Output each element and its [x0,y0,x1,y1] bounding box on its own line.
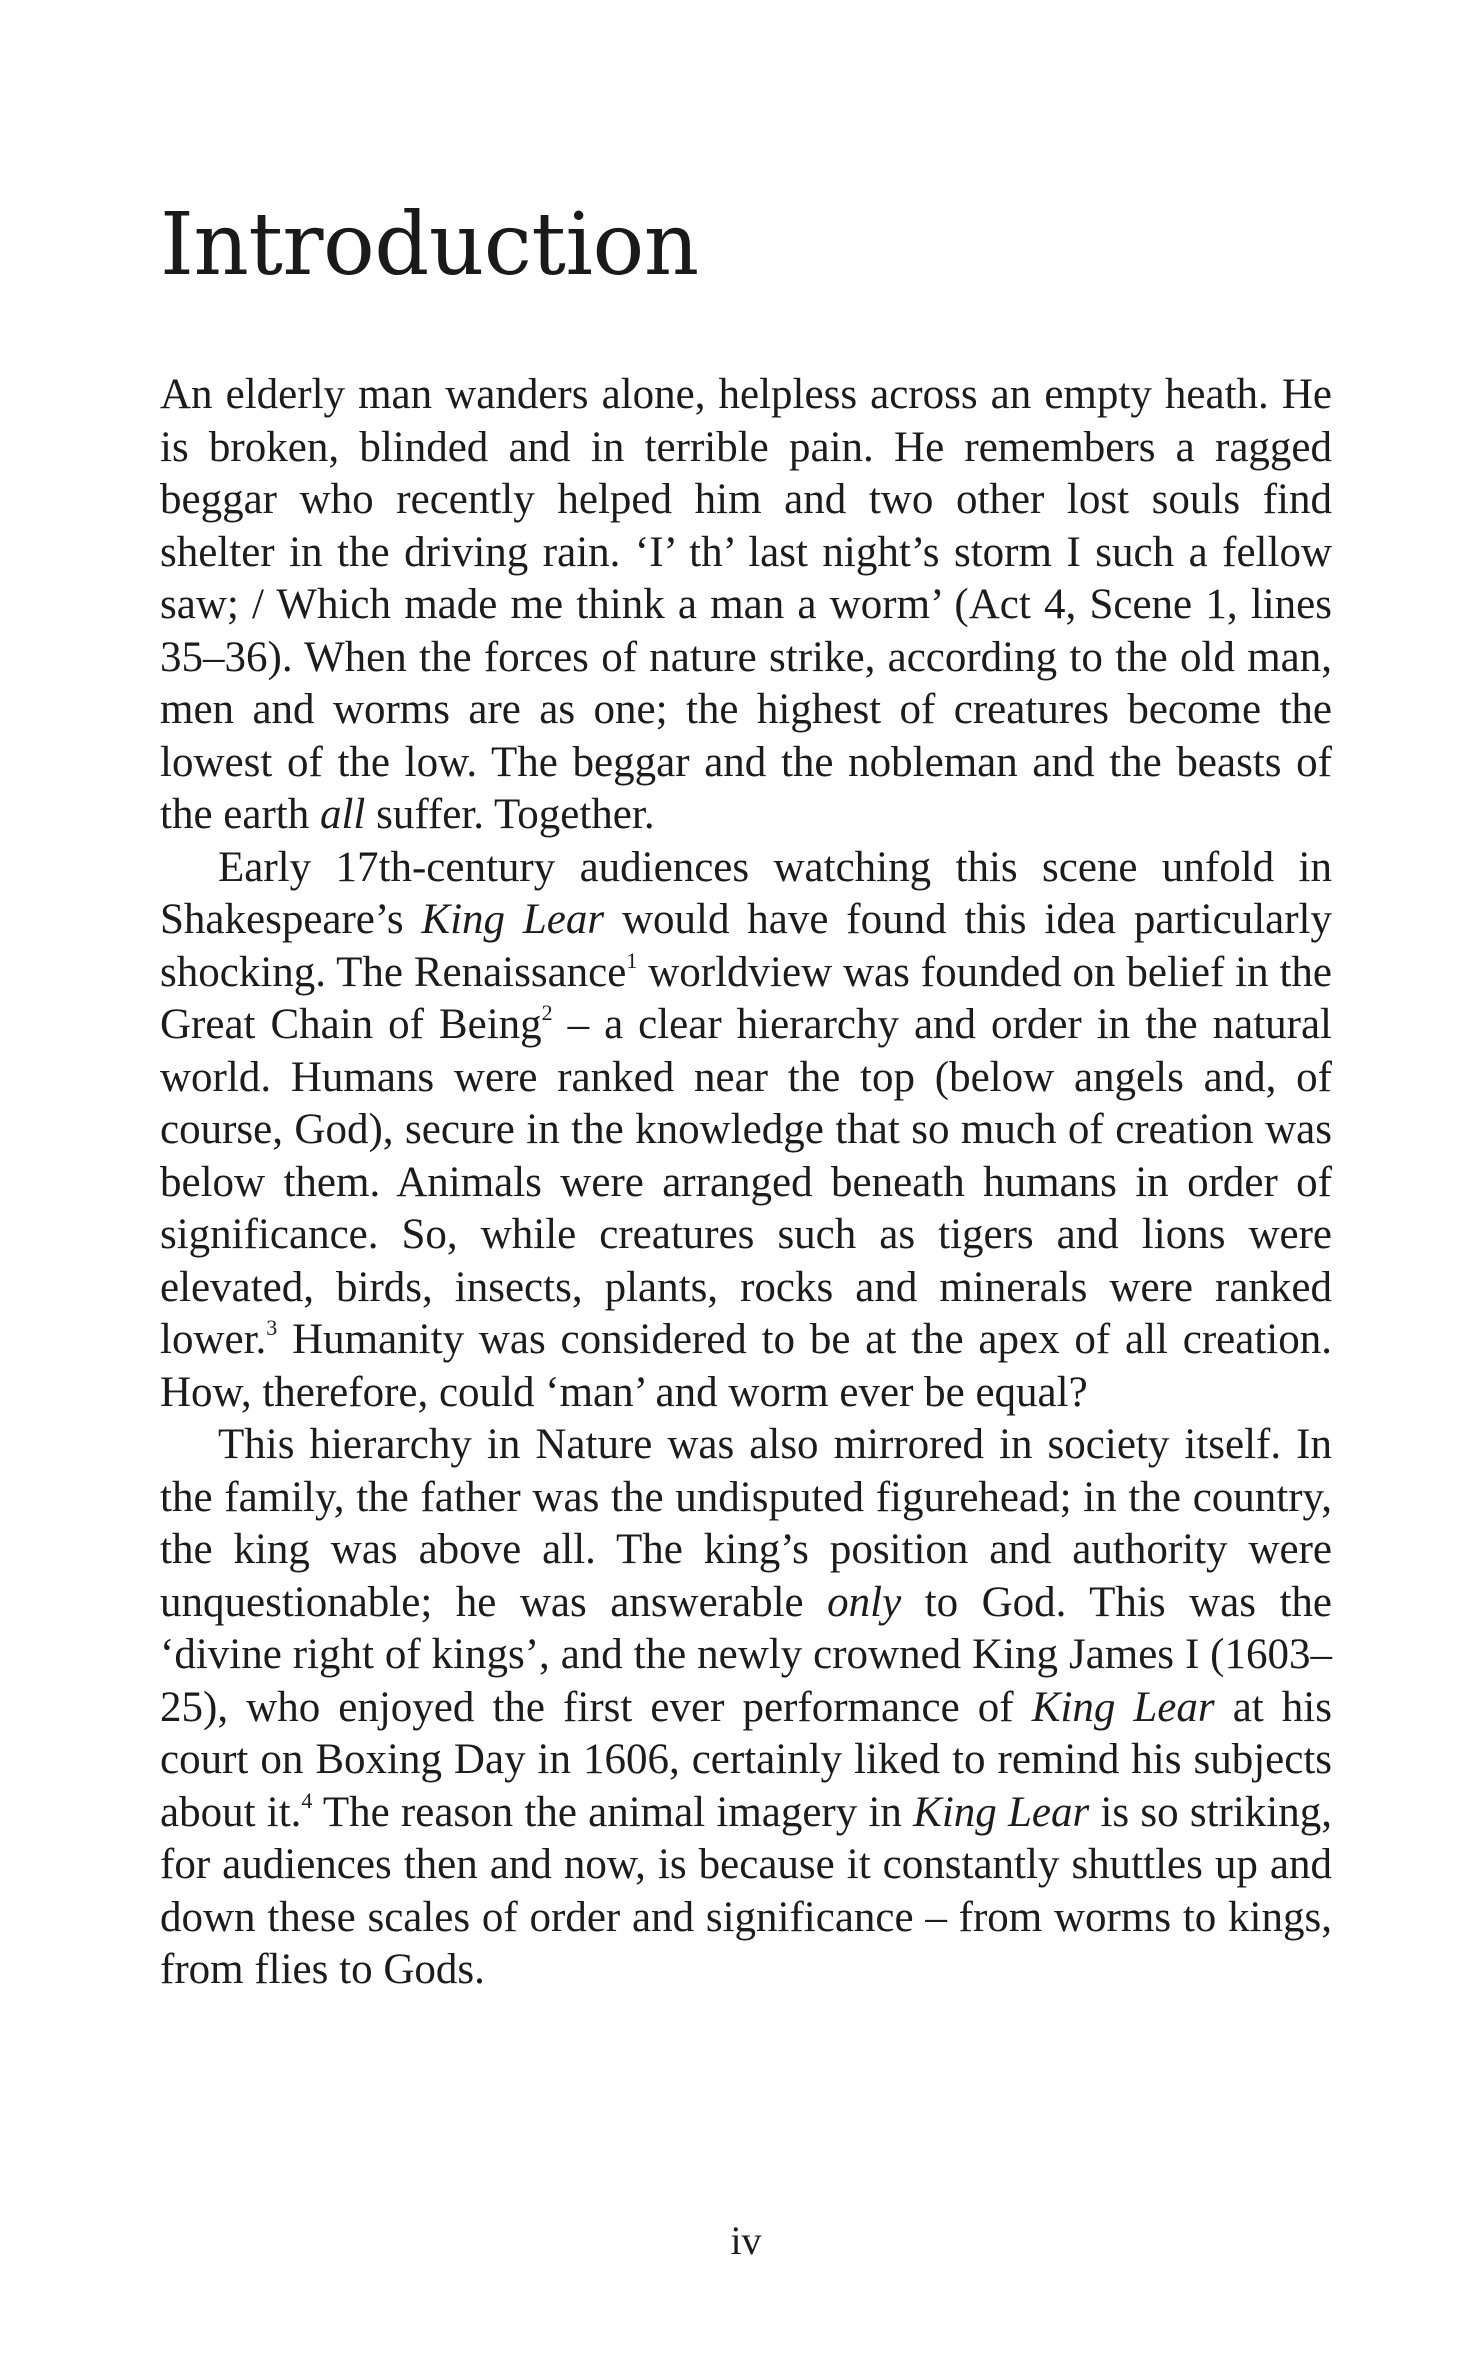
emphasis-text: all [319,791,366,838]
footnote-marker[interactable]: 2 [541,1000,553,1025]
body-text [160,369,1332,1997]
paragraph-text: to God. This was the ‘divine right of kings’, and the newly crowned King James I (1603–25), who enjoyed the first ever performance of [160,1578,1332,1731]
work-title: King Lear [1031,1683,1215,1731]
footnote-marker[interactable]: 4 [301,1787,313,1813]
page-title: Introduction [160,195,699,295]
paragraph-text: is so striking, for audiences then and now, is because it constantly shuttles up and down these scales of order and significance – from worms to kings, from flies to Gods. [160,1788,1332,1993]
emphasis-text: only [827,1578,902,1626]
paragraph-text: Humanity was considered to be at the apex of all creation. How, therefore, could ‘man’ and worm ever be equal? [160,1316,1332,1416]
paragraph-text: – a clear hierarchy and order in the natural world. Humans were ranked near the top (below angels and, of course, God), secure in the knowledge that so much of creation was below them. Animals were arranged beneath humans in order of significance. So, while creatures such as tigers and lions were elevated, birds, insects, plants, rocks and minerals were ranked lower. [160,1001,1332,1363]
paragraph-text: This hierarchy in Nature was also mirrored in society itself. In the family, the father was the undisputed figurehead; in the country, the king was above all. The king’s position and authority were unquestionable; he was answerable [160,1421,1332,1626]
page-number: iv [730,2218,762,2263]
paragraph-1 [160,369,1332,842]
footnote-marker[interactable]: 1 [626,947,638,973]
paragraph-text: The reason the animal imagery in [312,1788,914,1836]
paragraph-text: suffer. Together. [365,791,655,838]
paragraph-3 [160,1419,1332,1997]
paragraph-text: worldview was founded on belief in the Great Chain of Being [160,948,1332,1048]
paragraph-text: An elderly man wanders alone, helpless across an empty heath. He is broken, blinded and in terrible pain. He remembers a ragged beggar who recently helped him and two other lost souls find shelter in the driving rain. ‘I’ th’ last night’s storm I such a fellow saw; / Which made me think a man a worm’ (Act 4, Scene 1, lines 35–36). When the forces of nature strike, according to the old man, men and worms are as one; the highest of creatures become the lowest of the low. The beggar and the nobleman and the beasts of the earth [160,371,1332,838]
footnote-marker[interactable]: 3 [266,1315,278,1340]
paragraph-2 [160,842,1332,1420]
work-title: King Lear [913,1788,1090,1836]
work-title: King Lear [421,896,605,943]
paragraph-text: Early 17th-century audiences watching this scene unfold in Shakespeare’s [160,843,1332,943]
paragraph-text: at his court on Boxing Day in 1606, certainly liked to remind his subjects about it. [160,1683,1332,1836]
paragraph-text: would have found this idea particularly shocking. The Renaissance [160,896,1332,996]
document-page [160,0,1332,2356]
